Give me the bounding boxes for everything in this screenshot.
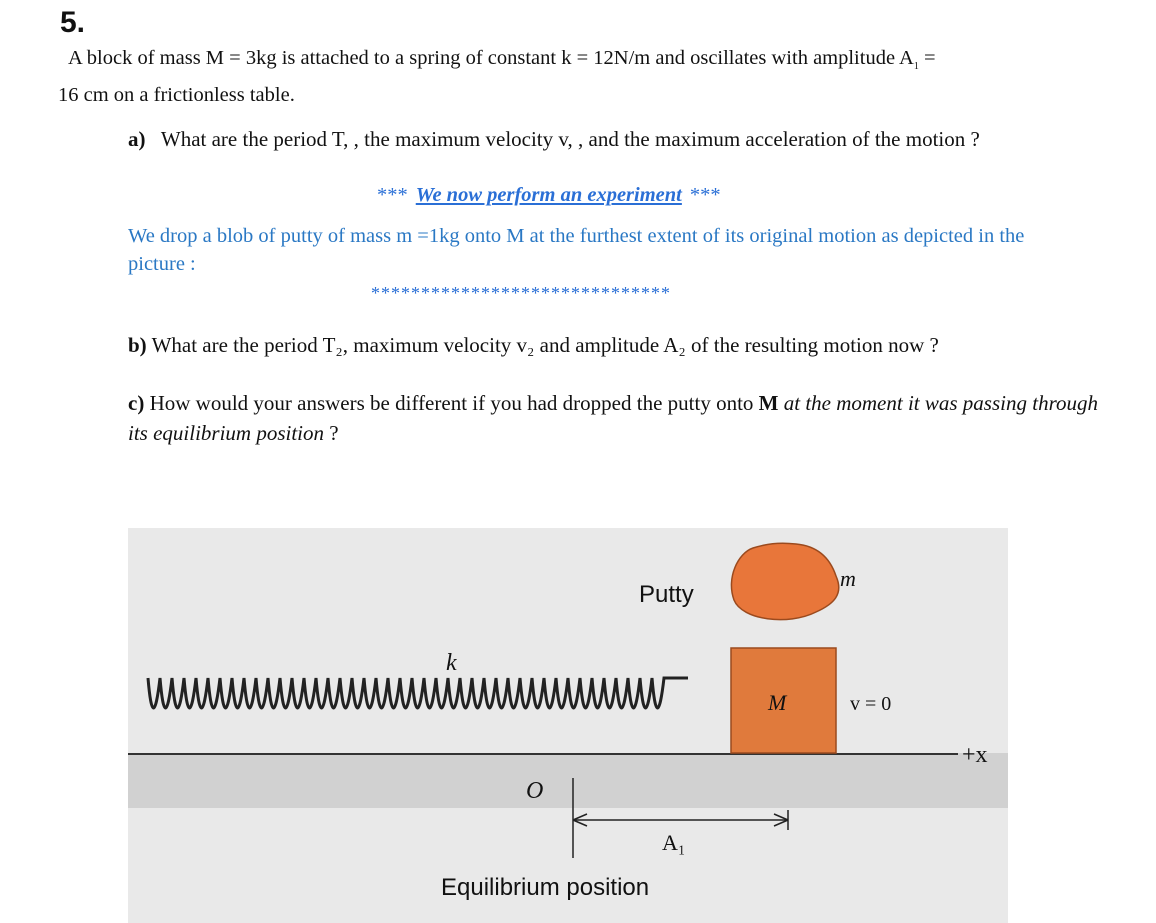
question-b-label: b) bbox=[128, 333, 147, 357]
m-label: m bbox=[840, 566, 856, 591]
experiment-title: We now perform an experiment bbox=[415, 184, 682, 206]
intro-text-1: A block of mass M = 3kg is attached to a spring of constant k = 12N/m and oscillates with amplitude A bbox=[68, 47, 914, 69]
question-b bbox=[128, 333, 939, 358]
experiment-divider: ****************************** bbox=[371, 283, 671, 303]
putty-blob bbox=[731, 543, 838, 619]
intro-line-2: 16 cm on a frictionless table. bbox=[58, 84, 295, 107]
intro-sub: 1 bbox=[913, 61, 919, 73]
question-c-bold: M bbox=[758, 391, 779, 415]
velocity-label: v = 0 bbox=[850, 693, 892, 715]
equilibrium-label: Equilibrium position bbox=[441, 874, 650, 901]
amplitude-label: A₁ bbox=[662, 830, 686, 855]
question-c-label: c) bbox=[128, 391, 145, 415]
experiment-heading bbox=[377, 184, 721, 207]
intro-text-1-end: = bbox=[918, 47, 936, 69]
stars-right: *** bbox=[689, 184, 721, 206]
question-a-text: What are the period T, , the maximum velocity v, , and the maximum acceleration of the motion ? bbox=[160, 127, 980, 151]
question-b-text: What are the period T₂, maximum velocity v₂ and amplitude A₂ of the resulting motion now ? bbox=[151, 333, 939, 357]
putty-label: Putty bbox=[639, 581, 694, 608]
question-c-italic: at the moment it was passing through its equilibrium position bbox=[128, 391, 1098, 445]
k-label: k bbox=[446, 650, 457, 676]
stars-left: *** bbox=[377, 184, 408, 206]
question-a-label: a) bbox=[128, 127, 146, 151]
experiment-text: We drop a blob of putty of mass m =1kg onto M at the furthest extent of its original motion as depicted in the picture : bbox=[128, 225, 1025, 275]
question-a bbox=[128, 127, 980, 152]
question-c-end: ? bbox=[324, 421, 339, 445]
question-c-text: How would your answers be different if you had dropped the putty onto bbox=[149, 391, 759, 415]
figure-background bbox=[128, 528, 1008, 923]
intro-line-1 bbox=[58, 44, 1098, 81]
M-label: M bbox=[768, 690, 787, 715]
origin-label: O bbox=[526, 778, 544, 804]
table-surface bbox=[128, 753, 1008, 808]
spring-block-figure bbox=[128, 528, 1008, 923]
question-c bbox=[128, 388, 1098, 448]
problem-intro bbox=[58, 44, 1098, 109]
problem-number: 5. bbox=[60, 6, 86, 39]
x-axis-label: +x bbox=[962, 742, 988, 768]
